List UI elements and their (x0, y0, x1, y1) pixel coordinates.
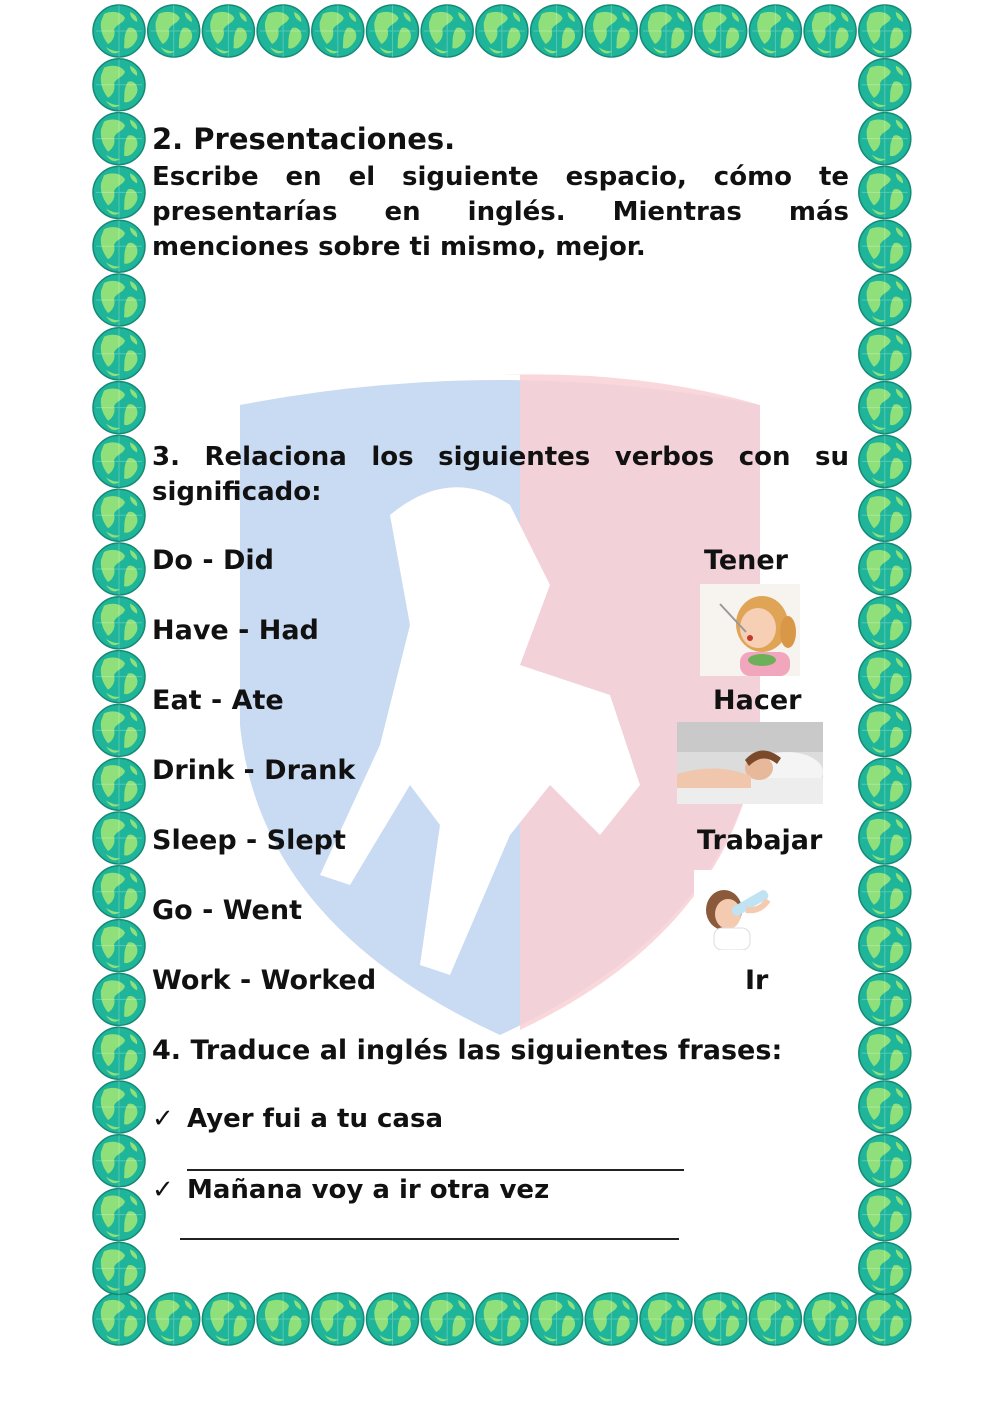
answer-line-2[interactable] (180, 1238, 679, 1240)
girl-eating-photo (700, 584, 800, 676)
section-3-instructions-line-2: significado: (152, 477, 322, 507)
verb-work: Work - Worked (152, 965, 377, 996)
section-2-instructions-line-1: Escribe en el siguiente espacio, cómo te (152, 162, 849, 192)
girl-drinking-photo (694, 870, 784, 950)
section-2-instructions-line-2: presentarías en inglés. Mientras más (152, 197, 849, 227)
check-icon: ✓ (152, 1104, 174, 1134)
verb-go: Go - Went (152, 895, 302, 926)
translation-item-1: Ayer fui a tu casa (187, 1104, 444, 1134)
meaning-tener: Tener (704, 545, 788, 576)
meaning-ir: Ir (745, 965, 769, 996)
verb-eat: Eat - Ate (152, 685, 284, 716)
section-2-title: 2. Presentaciones. (152, 122, 456, 156)
meaning-trabajar: Trabajar (697, 825, 823, 856)
verb-do: Do - Did (152, 545, 274, 576)
verb-have: Have - Had (152, 615, 319, 646)
check-icon: ✓ (152, 1175, 174, 1205)
woman-sleeping-photo (677, 722, 823, 804)
verb-sleep: Sleep - Slept (152, 825, 346, 856)
translation-item-2: Mañana voy a ir otra vez (187, 1175, 550, 1205)
verb-drink: Drink - Drank (152, 755, 356, 786)
meaning-hacer: Hacer (713, 685, 802, 716)
section-3-instructions-line-1: 3. Relaciona los siguientes verbos con su (152, 442, 849, 472)
answer-line-1[interactable] (187, 1169, 684, 1171)
section-2-instructions-line-3: menciones sobre ti mismo, mejor. (152, 232, 646, 262)
section-4-title: 4. Traduce al inglés las siguientes frases: (152, 1035, 783, 1066)
